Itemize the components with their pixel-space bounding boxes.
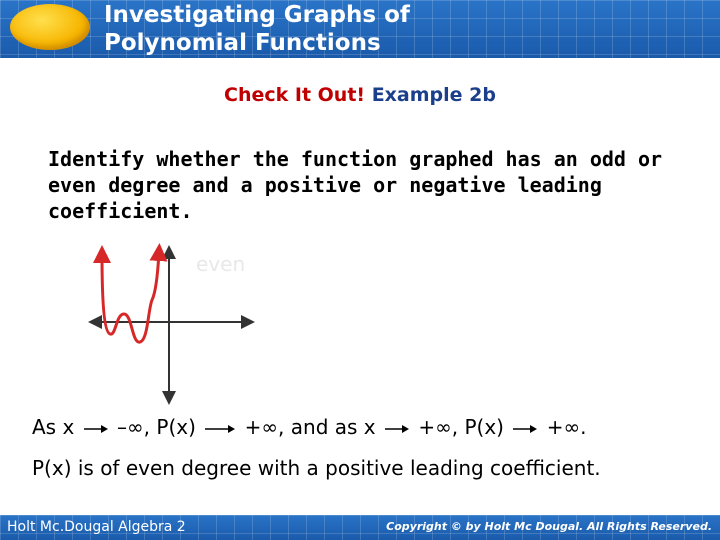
footer-banner <box>0 515 720 540</box>
problem-statement: Identify whether the function graphed has an odd or even degree and a positive or negative leading coefficient. <box>48 147 663 223</box>
right-arrow-icon <box>384 423 410 435</box>
positive-infinity-end-text: +∞. <box>546 415 587 439</box>
right-arrow-icon <box>204 423 236 435</box>
right-arrow-icon <box>83 423 109 435</box>
positive-infinity-text: +∞, and as x <box>244 415 376 439</box>
as-x-text: As x <box>32 415 75 439</box>
example-number-label: Example 2b <box>371 84 496 106</box>
right-arrow-icon <box>512 423 538 435</box>
check-it-out-label: Check It Out! <box>224 84 366 106</box>
conclusion-statement: P(x) is of even degree with a positive leading coefficient. <box>32 456 601 480</box>
copyright-notice: Copyright © by Holt Mc Dougal. All Rights Reserved. <box>386 520 712 533</box>
graph-overlay-note: even <box>196 252 246 276</box>
end-behavior-statement <box>32 415 586 439</box>
textbook-label: Holt Mc.Dougal Algebra 2 <box>7 519 186 535</box>
lesson-title: Investigating Graphs of Polynomial Functions <box>104 2 410 56</box>
positive-infinity-px-text: +∞, P(x) <box>418 415 504 439</box>
polynomial-curve <box>102 252 159 342</box>
negative-infinity-text: –∞, P(x) <box>117 415 196 439</box>
